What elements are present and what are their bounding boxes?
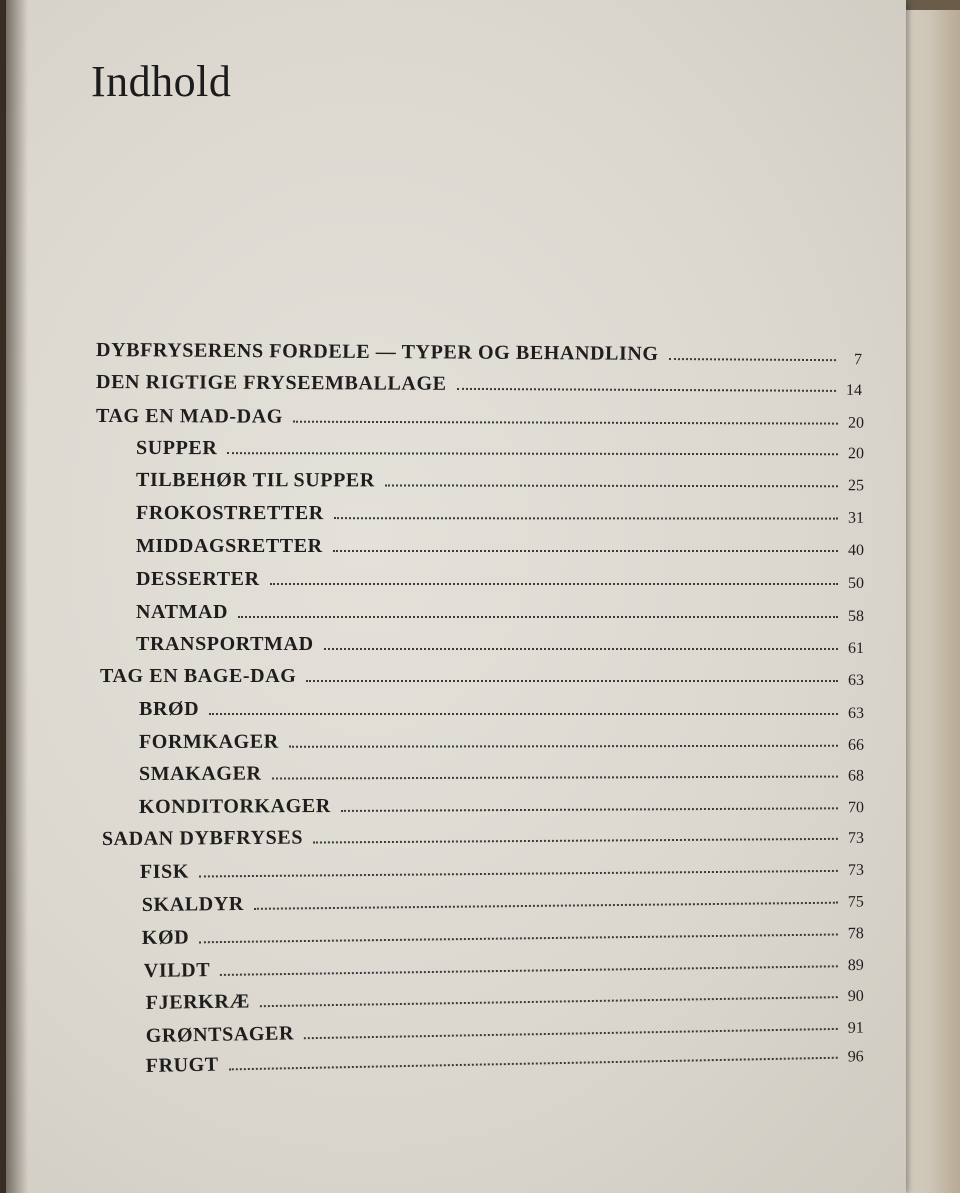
toc-entry	[100, 658, 864, 689]
dot-leader	[341, 807, 838, 812]
toc-entry-page-number: 61	[848, 640, 864, 657]
dot-leader	[229, 1057, 838, 1071]
toc-entry	[136, 462, 865, 495]
toc-entry-title: VILDT	[143, 959, 211, 983]
toc-entry	[96, 364, 863, 400]
toc-entry-page-number: 20	[847, 414, 865, 432]
toc-entry-title: KONDITORKAGER	[138, 794, 331, 818]
toc-entry-title: FJERKRÆ	[145, 990, 251, 1015]
toc-entry	[136, 528, 864, 559]
dot-leader	[209, 713, 838, 715]
toc-entry-page-number: 58	[848, 608, 864, 625]
toc-entry-page-number: 14	[845, 381, 863, 400]
toc-entry	[138, 754, 864, 786]
toc-entry-page-number: 20	[847, 445, 865, 463]
toc-entry-page-number: 40	[848, 542, 864, 559]
toc-entry	[141, 880, 864, 917]
dot-leader	[385, 484, 838, 487]
dot-leader	[333, 550, 838, 552]
dot-leader	[324, 648, 838, 650]
dot-leader	[260, 996, 838, 1007]
dot-leader	[306, 680, 838, 682]
toc-entry-title: FISK	[139, 860, 190, 884]
toc-entry-title: DESSERTER	[136, 568, 260, 590]
dot-leader	[254, 902, 838, 910]
toc-entry-title: FRUGT	[145, 1053, 219, 1078]
toc-entry-page-number: 31	[847, 509, 865, 527]
dot-leader	[199, 933, 838, 943]
toc-entry-page-number: 50	[848, 575, 864, 592]
toc-entry	[138, 723, 865, 754]
toc-entry	[136, 626, 864, 657]
toc-entry	[136, 594, 864, 625]
toc-entry	[136, 561, 864, 592]
toc-entry-page-number: 89	[847, 956, 864, 975]
book-page	[6, 0, 906, 1193]
dot-leader	[227, 452, 838, 455]
dot-leader	[238, 616, 838, 618]
toc-entry-title: FROKOSTRETTER	[136, 502, 324, 525]
spine-shadow	[6, 0, 28, 1193]
toc-entry-page-number: 90	[847, 987, 864, 1005]
toc-entry-title: TAG EN BAGE-DAG	[100, 665, 297, 687]
toc-entry-page-number: 96	[847, 1048, 864, 1066]
toc-entry-title: TAG EN MAD-DAG	[96, 405, 283, 428]
toc-entry	[96, 398, 865, 432]
toc-entry-title: TILBEHØR TIL SUPPER	[136, 469, 375, 492]
toc-entry-title: BRØD	[139, 698, 200, 720]
dot-leader	[289, 745, 838, 748]
toc-entry-page-number: 7	[853, 351, 863, 369]
toc-entry-title: SKALDYR	[141, 892, 244, 917]
toc-entry-title: MIDDAGSRETTER	[136, 535, 323, 557]
toc-entry-page-number: 68	[847, 767, 864, 785]
dot-leader	[199, 870, 838, 878]
toc-entry-title: TRANSPORTMAD	[136, 633, 314, 655]
toc-entry-title: DEN RIGTIGE FRYSEEMBALLAGE	[96, 371, 447, 395]
page-title: Indhold	[91, 57, 232, 106]
toc-entry-page-number: 75	[847, 893, 864, 911]
toc-entry-title: FORMKAGER	[138, 730, 279, 753]
toc-entry	[136, 430, 865, 463]
dot-leader	[669, 358, 836, 361]
dot-leader	[313, 838, 838, 844]
toc-entry-title: SMAKAGER	[138, 762, 262, 785]
dot-leader	[220, 965, 838, 976]
toc-entry	[96, 332, 863, 369]
toc-entry-page-number: 73	[847, 829, 864, 847]
toc-entry-page-number: 78	[847, 925, 864, 943]
toc-entry-page-number: 66	[847, 736, 865, 754]
toc-entry	[136, 495, 865, 527]
toc-entry	[138, 785, 864, 819]
toc-entry-page-number: 91	[847, 1019, 864, 1037]
toc-entry-page-number: 63	[848, 705, 864, 722]
dot-leader	[334, 517, 838, 519]
toc-entry	[101, 816, 864, 851]
toc-entry-page-number: 70	[847, 799, 864, 817]
dot-leader	[293, 421, 838, 425]
toc-entry	[139, 691, 864, 722]
toc-entry-title: KØD	[141, 926, 190, 950]
toc-entry-title: SADAN DYBFRYSES	[101, 826, 304, 850]
toc-entry-title: SUPPER	[136, 437, 218, 460]
toc-entry-page-number: 73	[847, 861, 864, 879]
toc-entry-page-number: 63	[848, 672, 864, 689]
toc-entry	[139, 848, 864, 884]
toc-entry-title: DYBFRYSERENS FORDELE — TYPER OG BEHANDLING	[96, 339, 659, 365]
toc-entry-title: GRØNTSAGER	[145, 1022, 295, 1048]
dot-leader	[270, 583, 838, 585]
toc-entry-page-number: 25	[847, 477, 865, 495]
toc-entry-title: NATMAD	[136, 601, 229, 623]
dot-leader	[272, 776, 838, 780]
dot-leader	[457, 388, 836, 392]
